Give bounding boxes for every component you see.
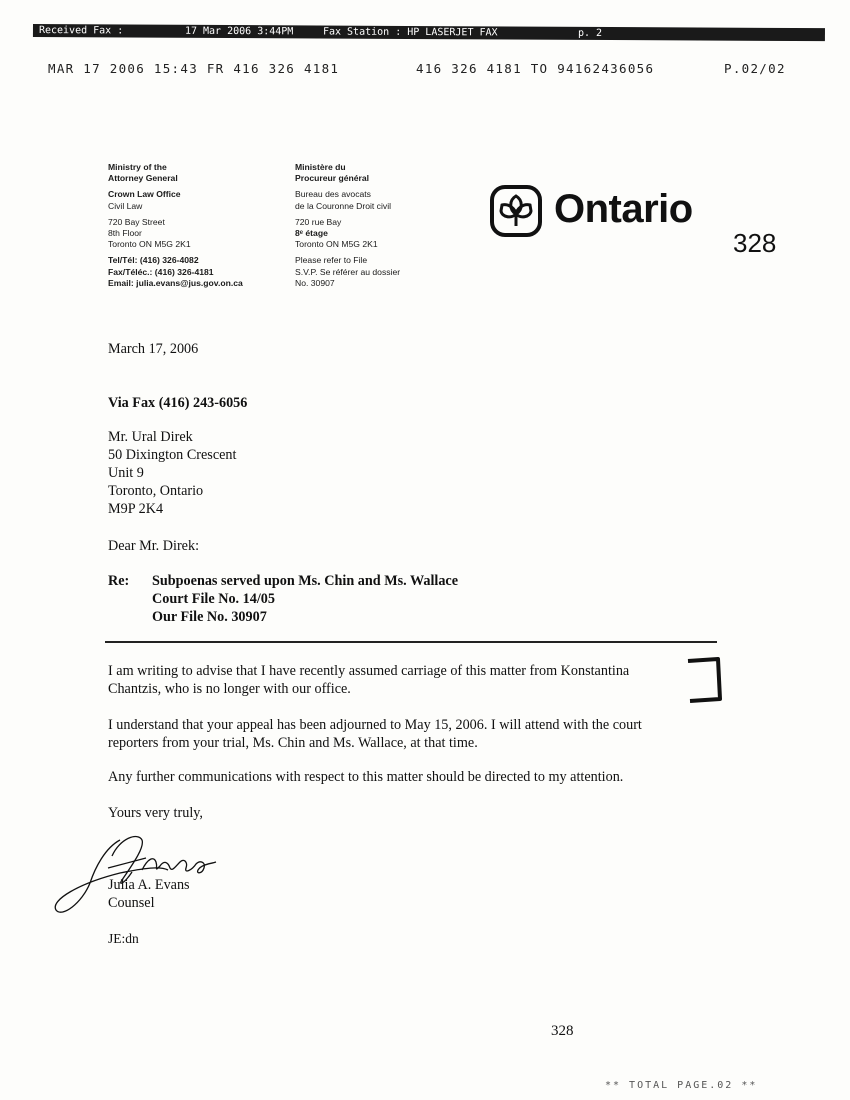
letter-date: March 17, 2006: [108, 341, 199, 357]
street-fr: 720 rue Bay: [295, 216, 342, 227]
office-line2-fr: de la Couronne Droit civil: [295, 200, 392, 211]
letterhead-french: [295, 162, 400, 289]
re-line: Our File No. 30907: [152, 609, 267, 625]
re-line: Court File No. 14/05: [152, 591, 275, 607]
refer-line1: Please refer to File: [295, 255, 368, 266]
paragraph-line: Chantzis, who is no longer with our office.: [108, 681, 351, 697]
letterhead-english: [108, 162, 243, 289]
fax-received-time: 17 Mar 2006 3:44PM: [184, 25, 294, 38]
bracket-mark: [680, 655, 725, 705]
re-label: Re:: [108, 573, 130, 589]
office-line2-en: Civil Law: [108, 200, 143, 211]
recipient-unit: Unit 9: [108, 465, 144, 481]
fax-en: Fax/Téléc.: (416) 326-4181: [108, 266, 214, 277]
street-en: 720 Bay Street: [108, 216, 165, 227]
ministry-line1-fr: Ministère du: [295, 162, 346, 172]
paragraph-line: I am writing to advise that I have recently assumed carriage of this matter from Konstantina: [108, 663, 630, 679]
floor-fr: 8ᵉ étage: [295, 228, 328, 239]
floor-en: 8th Floor: [108, 228, 142, 239]
ministry-line2-en: Attorney General: [108, 173, 178, 184]
paragraph-line: Any further communications with respect to this matter should be directed to my attention.: [108, 769, 624, 785]
stamp-number: 328: [733, 228, 777, 258]
re-subject: [152, 572, 458, 626]
fax-page: p. 2: [577, 27, 603, 39]
ontario-wordmark: Ontario: [554, 187, 693, 231]
ministry-line1-en: Ministry of the: [108, 162, 167, 172]
file-no: No. 30907: [295, 277, 335, 288]
re-line: Subpoenas served upon Ms. Chin and Ms. Wallace: [152, 573, 459, 589]
fax-line-right: P.02/02: [724, 61, 786, 76]
fax-line-left: MAR 17 2006 15:43 FR 416 326 4181: [48, 61, 340, 76]
via-fax: Via Fax (416) 243-6056: [108, 395, 248, 411]
signer-title: Counsel: [108, 895, 155, 911]
fax-station: Fax Station : HP LASERJET FAX: [322, 26, 498, 39]
fax-transmission-line: [48, 61, 788, 77]
paragraph-line: I understand that your appeal has been adjourned to May 15, 2006. I will attend with the court: [108, 717, 642, 733]
city-fr: Toronto ON M5G 2K1: [295, 239, 378, 250]
trillium-icon: [490, 185, 542, 237]
footer-total-pages: ** TOTAL PAGE.02 **: [605, 1080, 758, 1088]
ontario-logo: [490, 183, 700, 237]
city-en: Toronto ON M5G 2K1: [108, 239, 191, 250]
tel-en: Tel/Tél: (416) 326-4082: [108, 255, 199, 266]
closing: Yours very truly,: [108, 805, 203, 821]
office-line1-fr: Bureau des avocats: [295, 189, 371, 200]
recipient-postal: M9P 2K4: [108, 501, 164, 517]
divider-rule: [105, 641, 717, 643]
paragraph-line: reporters from your trial, Ms. Chin and Ms. Wallace, at that time.: [108, 735, 478, 751]
page-number: 328: [551, 1023, 574, 1039]
recipient-address: [108, 428, 236, 518]
ministry-line2-fr: Procureur général: [295, 173, 370, 184]
paragraph-1: [108, 662, 629, 698]
paragraph-3: [108, 768, 623, 786]
fax-received-label: Received Fax :: [38, 25, 124, 37]
paragraph-2: [108, 716, 642, 752]
recipient-street: 50 Dixington Crescent: [108, 447, 237, 463]
fax-line-middle: 416 326 4181 TO 94162436056: [416, 61, 655, 76]
initials: JE:dn: [108, 931, 139, 946]
office-line1-en: Crown Law Office: [108, 189, 181, 200]
refer-line2: S.V.P. Se référer au dossier: [295, 266, 401, 277]
email-en: Email: julia.evans@jus.gov.on.ca: [108, 277, 243, 288]
recipient-city: Toronto, Ontario: [108, 483, 204, 499]
salutation: Dear Mr. Direk:: [108, 538, 200, 554]
fax-header-band: [33, 24, 825, 41]
signer-name: Julia A. Evans: [108, 877, 190, 893]
recipient-name: Mr. Ural Direk: [108, 429, 193, 445]
